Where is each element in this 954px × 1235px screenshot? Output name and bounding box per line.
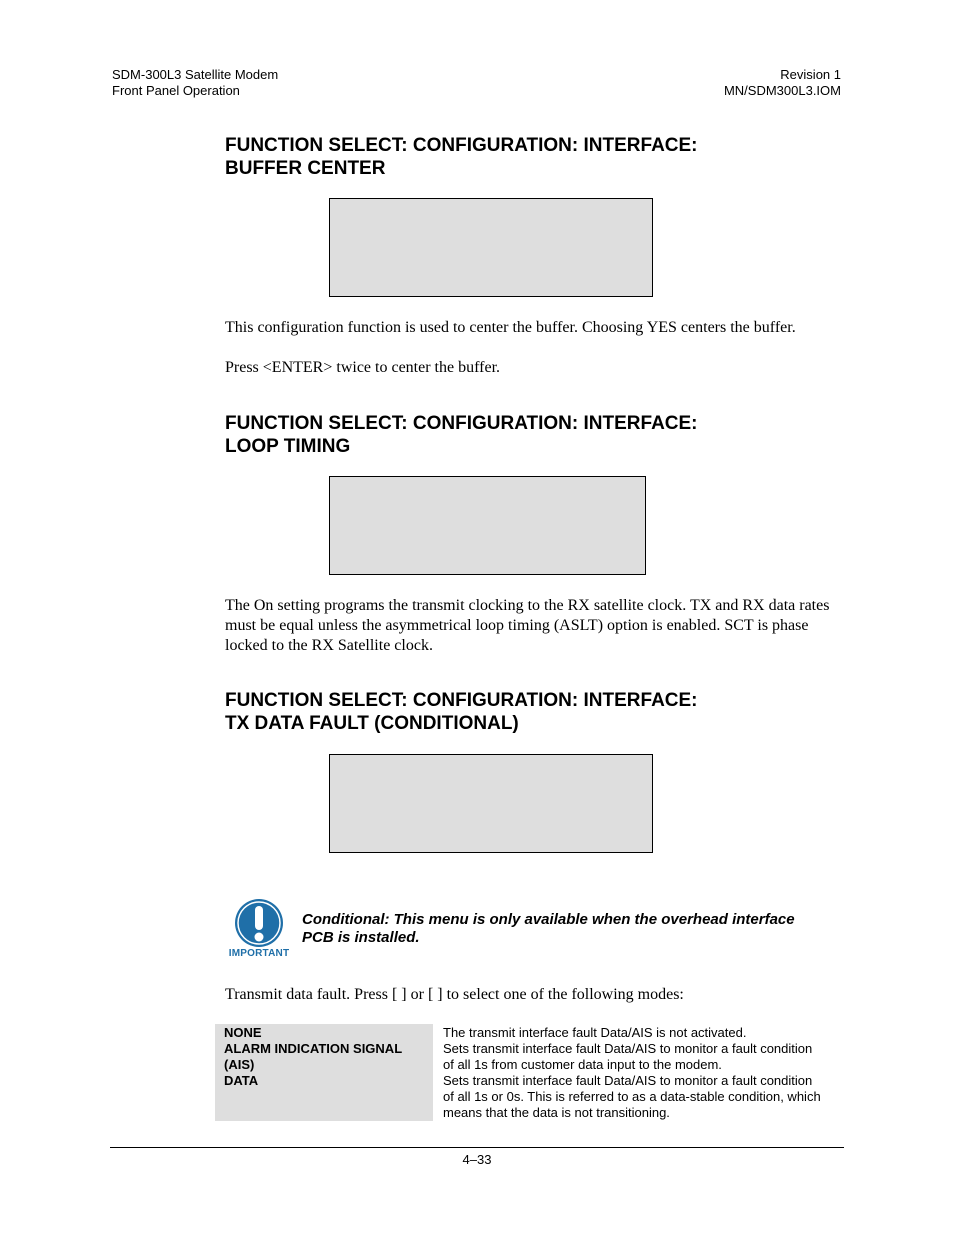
document-revision: Revision 1 (780, 67, 841, 82)
lcd-display-buffer-center (329, 198, 653, 297)
document-header-left (112, 67, 278, 99)
section-title-tx-data-fault: FUNCTION SELECT: CONFIGURATION: INTERFACE: TX DATA FAULT (CONDITIONAL) (225, 690, 698, 734)
conditional-note: Conditional: This menu is only available when the overhead interface PCB is installed. (302, 911, 795, 946)
document-title: SDM-300L3 Satellite Modem (112, 67, 279, 82)
important-callout (226, 898, 292, 962)
page-number: 4–33 (462, 1152, 492, 1167)
mode-desc-data: Sets transmit interface fault Data/AIS to monitor a fault condition of all 1s or 0s. This is referred to as a data-stable condition, which means that the data is not transitioning. (443, 1073, 821, 1120)
mode-name-none: NONE (224, 1025, 262, 1040)
mode-name-ais: ALARM INDICATION SIGNAL (AIS) (224, 1041, 402, 1072)
lcd-display-loop-timing (329, 476, 646, 575)
paragraph-loop-timing-desc: The On setting programs the transmit clocking to the RX satellite clock. TX and RX data rates must be equal unless the asymmetrical loop timing (ASLT) option is enabled. SCT is phase locked to the RX Satellite clock. (225, 597, 830, 654)
section-title-buffer-center: FUNCTION SELECT: CONFIGURATION: INTERFACE: BUFFER CENTER (225, 135, 698, 179)
paragraph-buffer-center-instruction: Press <ENTER> twice to center the buffer. (225, 359, 501, 376)
document-header-right (724, 67, 841, 99)
paragraph-tx-data-fault-desc: Transmit data fault. Press [ ] or [ ] to select one of the following modes: (225, 986, 684, 1003)
mode-name-data: DATA (224, 1073, 259, 1088)
lcd-display-tx-data-fault (329, 754, 653, 853)
section-title-loop-timing: FUNCTION SELECT: CONFIGURATION: INTERFACE: LOOP TIMING (225, 413, 698, 457)
mode-desc-ais: Sets transmit interface fault Data/AIS to monitor a fault condition of all 1s from customer data input to the modem. (443, 1041, 813, 1072)
important-label: IMPORTANT (228, 948, 290, 959)
paragraph-buffer-center-desc: This configuration function is used to center the buffer. Choosing YES centers the buffer. (225, 319, 796, 336)
document-chapter: Front Panel Operation (112, 83, 240, 98)
exclamation-icon (226, 898, 292, 948)
document-number: MN/SDM300L3.IOM (723, 83, 841, 98)
mode-desc-none: The transmit interface fault Data/AIS is not activated. (443, 1025, 747, 1040)
footer-divider (110, 1147, 844, 1148)
